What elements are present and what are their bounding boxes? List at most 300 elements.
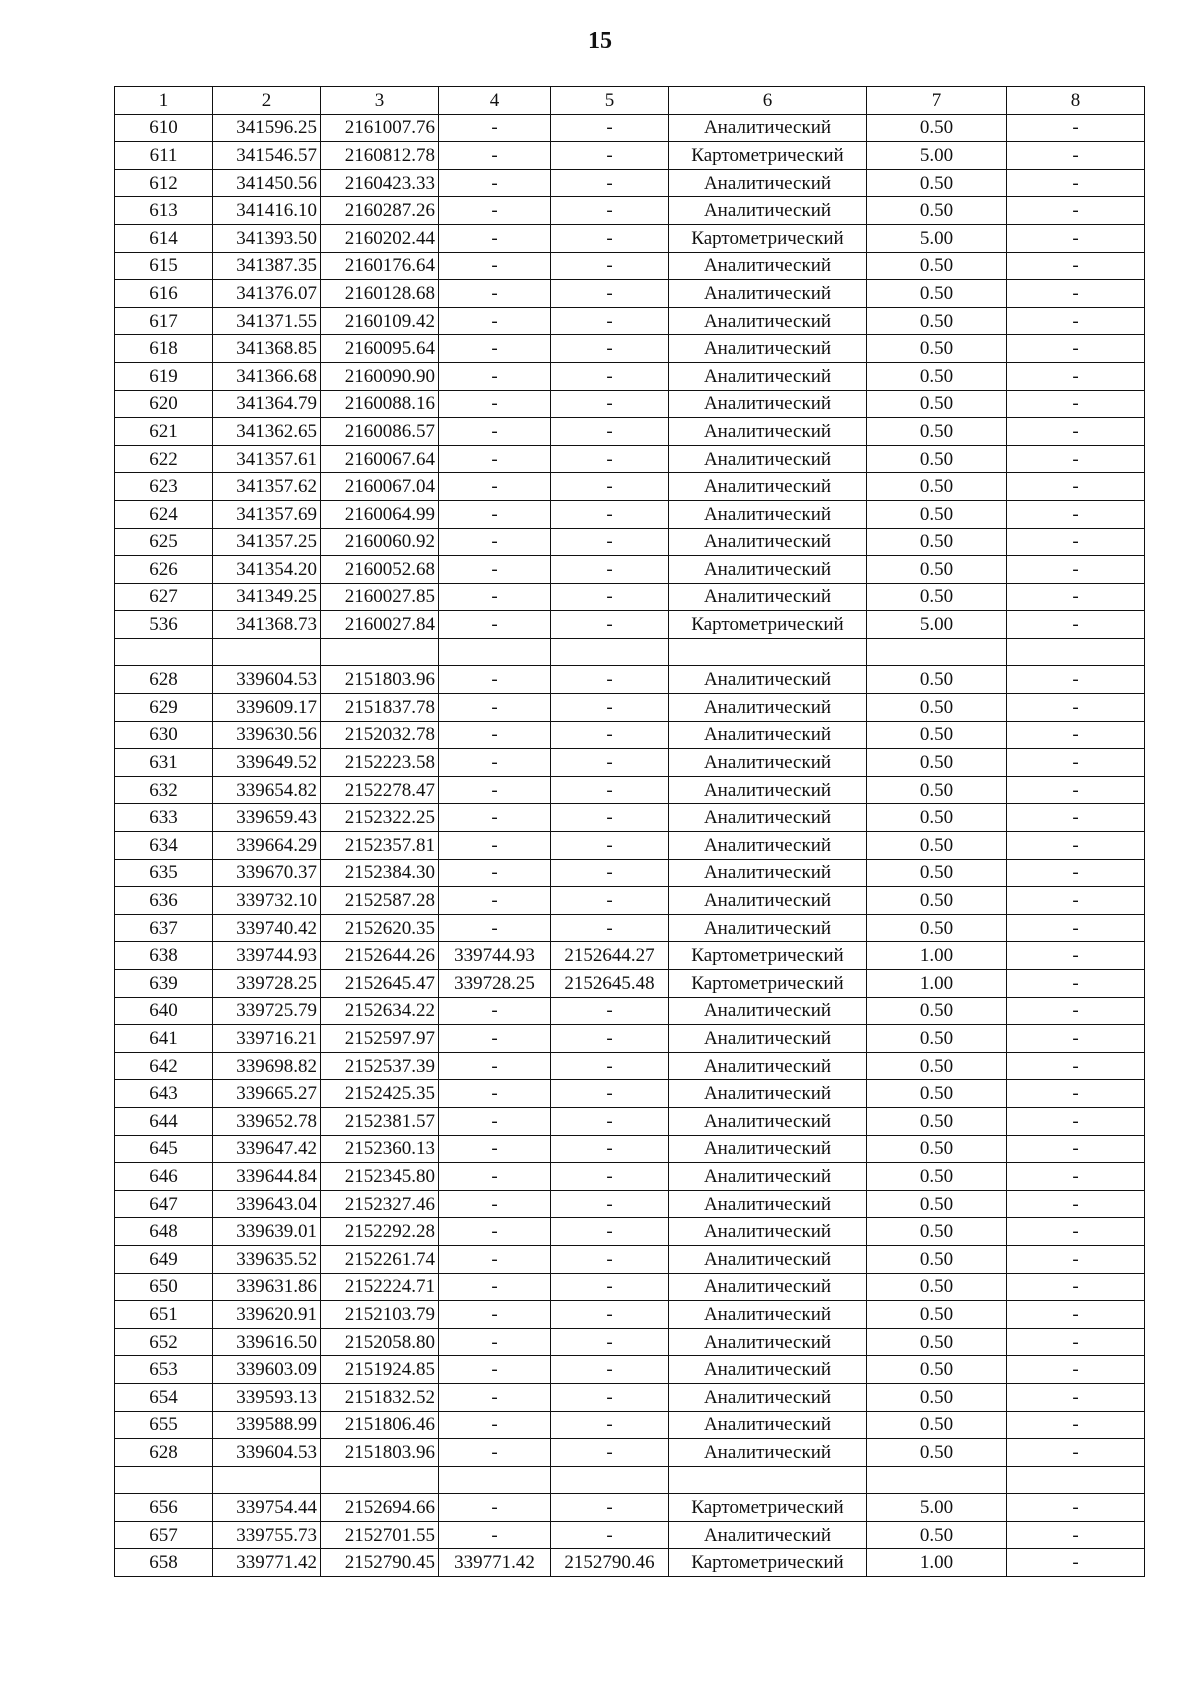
table-cell-col-8: -: [1007, 1273, 1145, 1301]
table-cell-col-5: -: [551, 1190, 669, 1218]
table-cell-col-8: -: [1007, 887, 1145, 915]
table-cell-col-6: Картометрический: [669, 970, 867, 998]
table-cell-col-2: 341416.10: [213, 197, 321, 225]
table-cell-col-8: -: [1007, 224, 1145, 252]
table-row: [115, 694, 1145, 722]
table-cell-col-1: 651: [115, 1301, 213, 1329]
table-cell-col-1: 634: [115, 832, 213, 860]
table-cell-col-7: 0.50: [867, 1025, 1007, 1053]
table-cell-col-1: 636: [115, 887, 213, 915]
table-cell-col-3: 2151832.52: [321, 1383, 439, 1411]
table-cell-col-8: -: [1007, 1494, 1145, 1522]
table-cell-col-2: 339728.25: [213, 970, 321, 998]
table-row: [115, 804, 1145, 832]
table-cell-col-1: 654: [115, 1383, 213, 1411]
table-row: [115, 1494, 1145, 1522]
table-cell-col-4: -: [439, 1218, 551, 1246]
table-cell-col-4: -: [439, 997, 551, 1025]
table-cell-col-1: [115, 1466, 213, 1494]
table-cell-col-8: -: [1007, 307, 1145, 335]
table-cell-col-5: [551, 1466, 669, 1494]
table-cell-col-1: 632: [115, 776, 213, 804]
table-cell-col-8: -: [1007, 1439, 1145, 1467]
table-cell-col-7: 0.50: [867, 721, 1007, 749]
column-header-8: 8: [1007, 87, 1145, 115]
table-cell-col-8: [1007, 638, 1145, 666]
table-cell-col-4: -: [439, 1080, 551, 1108]
page-number: 15: [588, 28, 612, 54]
table-cell-col-4: 339771.42: [439, 1549, 551, 1577]
table-cell-col-7: 1.00: [867, 970, 1007, 998]
table-cell-col-2: 341357.25: [213, 528, 321, 556]
table-row: [115, 362, 1145, 390]
table-cell-col-8: -: [1007, 1190, 1145, 1218]
table-row: [115, 335, 1145, 363]
table-cell-col-1: 657: [115, 1521, 213, 1549]
table-cell-col-5: -: [551, 1301, 669, 1329]
table-cell-col-7: 0.50: [867, 1190, 1007, 1218]
table-row: [115, 556, 1145, 584]
table-cell-col-7: 0.50: [867, 666, 1007, 694]
table-cell-col-1: 623: [115, 473, 213, 501]
table-cell-col-2: [213, 1466, 321, 1494]
column-header-3: 3: [321, 87, 439, 115]
table-cell-col-5: 2152790.46: [551, 1549, 669, 1577]
table-cell-col-2: 339616.50: [213, 1328, 321, 1356]
table-cell-col-5: -: [551, 252, 669, 280]
table-cell-col-3: 2152360.13: [321, 1135, 439, 1163]
table-cell-col-4: -: [439, 1025, 551, 1053]
table-cell-col-5: 2152644.27: [551, 942, 669, 970]
table-cell-col-3: 2161007.76: [321, 114, 439, 142]
table-cell-col-6: Аналитический: [669, 887, 867, 915]
table-cell-col-6: Аналитический: [669, 1025, 867, 1053]
table-cell-col-4: -: [439, 1494, 551, 1522]
table-cell-col-6: Аналитический: [669, 473, 867, 501]
table-cell-col-7: 0.50: [867, 1301, 1007, 1329]
table-cell-col-1: 611: [115, 142, 213, 170]
table-cell-col-7: 0.50: [867, 1439, 1007, 1467]
table-cell-col-3: 2151924.85: [321, 1356, 439, 1384]
table-cell-col-1: 627: [115, 583, 213, 611]
table-cell-col-6: Аналитический: [669, 666, 867, 694]
table-cell-col-4: -: [439, 721, 551, 749]
table-cell-col-2: 341596.25: [213, 114, 321, 142]
table-cell-col-2: 339639.01: [213, 1218, 321, 1246]
table-row: [115, 887, 1145, 915]
table-cell-col-3: 2160067.64: [321, 445, 439, 473]
table-cell-col-2: 339744.93: [213, 942, 321, 970]
table-cell-col-1: 613: [115, 197, 213, 225]
table-cell-col-5: -: [551, 666, 669, 694]
table-row: [115, 1328, 1145, 1356]
table-cell-col-3: 2160052.68: [321, 556, 439, 584]
table-cell-col-7: 0.50: [867, 1328, 1007, 1356]
table-row: [115, 1383, 1145, 1411]
table-cell-col-7: 0.50: [867, 1383, 1007, 1411]
table-cell-col-8: -: [1007, 418, 1145, 446]
table-row: [115, 473, 1145, 501]
table-cell-col-1: 620: [115, 390, 213, 418]
table-cell-col-5: -: [551, 335, 669, 363]
table-cell-col-1: 615: [115, 252, 213, 280]
table-cell-col-8: -: [1007, 114, 1145, 142]
table-cell-col-1: 628: [115, 1439, 213, 1467]
table-cell-col-8: -: [1007, 500, 1145, 528]
table-cell-col-5: -: [551, 1245, 669, 1273]
table-cell-col-6: Картометрический: [669, 942, 867, 970]
table-cell-col-4: -: [439, 776, 551, 804]
table-row: [115, 1135, 1145, 1163]
table-cell-col-7: 0.50: [867, 1273, 1007, 1301]
table-cell-col-1: 625: [115, 528, 213, 556]
table-cell-col-5: [551, 638, 669, 666]
table-cell-col-3: 2152357.81: [321, 832, 439, 860]
table-cell-col-3: 2160086.57: [321, 418, 439, 446]
table-cell-col-6: Аналитический: [669, 1218, 867, 1246]
table-row: [115, 721, 1145, 749]
table-cell-col-5: -: [551, 1439, 669, 1467]
table-cell-col-2: 341349.25: [213, 583, 321, 611]
table-cell-col-4: -: [439, 804, 551, 832]
table-row: [115, 445, 1145, 473]
table-row: [115, 197, 1145, 225]
table-cell-col-2: 339630.56: [213, 721, 321, 749]
table-cell-col-1: 610: [115, 114, 213, 142]
table-cell-col-4: 339744.93: [439, 942, 551, 970]
table-cell-col-3: 2160067.04: [321, 473, 439, 501]
column-header-1: 1: [115, 87, 213, 115]
table-cell-col-8: -: [1007, 390, 1145, 418]
table-cell-col-6: Аналитический: [669, 1107, 867, 1135]
table-cell-col-3: 2152292.28: [321, 1218, 439, 1246]
table-cell-col-5: -: [551, 1273, 669, 1301]
table-row: [115, 1218, 1145, 1246]
table-cell-col-7: 0.50: [867, 169, 1007, 197]
table-cell-col-6: Аналитический: [669, 694, 867, 722]
table-cell-col-2: 339732.10: [213, 887, 321, 915]
table-cell-col-7: 5.00: [867, 611, 1007, 639]
table-cell-col-2: 339609.17: [213, 694, 321, 722]
table-cell-col-3: 2152701.55: [321, 1521, 439, 1549]
table-row: [115, 1245, 1145, 1273]
table-cell-col-4: -: [439, 528, 551, 556]
table-cell-col-7: [867, 1466, 1007, 1494]
table-cell-col-8: -: [1007, 749, 1145, 777]
table-cell-col-5: -: [551, 142, 669, 170]
table-separator-row: [115, 1466, 1145, 1494]
table-cell-col-1: 629: [115, 694, 213, 722]
table-cell-col-8: -: [1007, 362, 1145, 390]
table-cell-col-5: -: [551, 307, 669, 335]
table-cell-col-6: Аналитический: [669, 1356, 867, 1384]
table-cell-col-4: 339728.25: [439, 970, 551, 998]
table-cell-col-2: 339725.79: [213, 997, 321, 1025]
table-cell-col-3: 2152224.71: [321, 1273, 439, 1301]
table-cell-col-3: 2151803.96: [321, 1439, 439, 1467]
table-cell-col-2: 339603.09: [213, 1356, 321, 1384]
table-cell-col-6: Аналитический: [669, 804, 867, 832]
column-header-7: 7: [867, 87, 1007, 115]
table-cell-col-2: 341393.50: [213, 224, 321, 252]
table-cell-col-8: -: [1007, 942, 1145, 970]
table-row: [115, 252, 1145, 280]
table-cell-col-3: 2152327.46: [321, 1190, 439, 1218]
table-cell-col-3: 2152645.47: [321, 970, 439, 998]
column-header-5: 5: [551, 87, 669, 115]
table-row: [115, 142, 1145, 170]
table-cell-col-6: Аналитический: [669, 169, 867, 197]
table-cell-col-8: -: [1007, 721, 1145, 749]
table-cell-col-4: -: [439, 1163, 551, 1191]
table-cell-col-2: 339716.21: [213, 1025, 321, 1053]
table-cell-col-2: 339588.99: [213, 1411, 321, 1439]
table-cell-col-4: -: [439, 1273, 551, 1301]
table-cell-col-5: -: [551, 1052, 669, 1080]
table-cell-col-7: 0.50: [867, 197, 1007, 225]
table-cell-col-5: -: [551, 776, 669, 804]
table-cell-col-6: Аналитический: [669, 445, 867, 473]
table-cell-col-3: 2151837.78: [321, 694, 439, 722]
table-cell-col-4: [439, 1466, 551, 1494]
table-cell-col-1: 638: [115, 942, 213, 970]
table-cell-col-7: 0.50: [867, 473, 1007, 501]
table-cell-col-1: 633: [115, 804, 213, 832]
table-cell-col-1: 616: [115, 280, 213, 308]
table-cell-col-1: 628: [115, 666, 213, 694]
table-cell-col-7: 0.50: [867, 1411, 1007, 1439]
table-cell-col-2: 339635.52: [213, 1245, 321, 1273]
table-cell-col-5: -: [551, 611, 669, 639]
table-cell-col-6: Картометрический: [669, 224, 867, 252]
table-cell-col-2: 339649.52: [213, 749, 321, 777]
table-cell-col-5: -: [551, 556, 669, 584]
table-cell-col-7: 5.00: [867, 1494, 1007, 1522]
table-cell-col-2: 339631.86: [213, 1273, 321, 1301]
table-cell-col-6: Аналитический: [669, 1273, 867, 1301]
table-separator-row: [115, 638, 1145, 666]
table-cell-col-2: 339754.44: [213, 1494, 321, 1522]
table-cell-col-8: -: [1007, 1383, 1145, 1411]
table-row: [115, 583, 1145, 611]
table-cell-col-8: -: [1007, 997, 1145, 1025]
table-cell-col-4: -: [439, 859, 551, 887]
table-cell-col-5: -: [551, 445, 669, 473]
table-cell-col-4: -: [439, 362, 551, 390]
table-cell-col-1: 642: [115, 1052, 213, 1080]
table-cell-col-4: -: [439, 1356, 551, 1384]
table-cell-col-8: -: [1007, 694, 1145, 722]
table-cell-col-4: -: [439, 666, 551, 694]
table-cell-col-6: Картометрический: [669, 142, 867, 170]
table-row: [115, 390, 1145, 418]
table-cell-col-3: 2160060.92: [321, 528, 439, 556]
table-cell-col-4: -: [439, 445, 551, 473]
table-cell-col-5: -: [551, 804, 669, 832]
table-row: [115, 970, 1145, 998]
table-cell-col-5: -: [551, 1356, 669, 1384]
table-cell-col-1: 643: [115, 1080, 213, 1108]
table-row: [115, 224, 1145, 252]
table-cell-col-5: -: [551, 1494, 669, 1522]
table-cell-col-8: -: [1007, 1163, 1145, 1191]
table-cell-col-6: Аналитический: [669, 749, 867, 777]
table-cell-col-3: 2160088.16: [321, 390, 439, 418]
table-cell-col-6: Аналитический: [669, 1301, 867, 1329]
table-cell-col-6: Аналитический: [669, 280, 867, 308]
table-row: [115, 1107, 1145, 1135]
table-cell-col-3: 2152597.97: [321, 1025, 439, 1053]
table-cell-col-2: 339652.78: [213, 1107, 321, 1135]
table-cell-col-8: -: [1007, 252, 1145, 280]
table-cell-col-6: Аналитический: [669, 1190, 867, 1218]
table-cell-col-1: 658: [115, 1549, 213, 1577]
table-cell-col-8: -: [1007, 1521, 1145, 1549]
table-cell-col-7: 0.50: [867, 528, 1007, 556]
table-cell-col-3: 2152381.57: [321, 1107, 439, 1135]
table-cell-col-4: -: [439, 1052, 551, 1080]
table-cell-col-6: Аналитический: [669, 390, 867, 418]
table-cell-col-5: -: [551, 583, 669, 611]
table-row: [115, 749, 1145, 777]
table-cell-col-3: 2152694.66: [321, 1494, 439, 1522]
table-cell-col-6: Аналитический: [669, 197, 867, 225]
table-row: [115, 942, 1145, 970]
table-cell-col-7: 0.50: [867, 1107, 1007, 1135]
table-row: [115, 1301, 1145, 1329]
table-cell-col-6: Картометрический: [669, 1494, 867, 1522]
table-cell-col-2: 339620.91: [213, 1301, 321, 1329]
table-cell-col-7: 0.50: [867, 1356, 1007, 1384]
table-cell-col-4: -: [439, 1190, 551, 1218]
table-cell-col-8: -: [1007, 1052, 1145, 1080]
table-cell-col-1: 621: [115, 418, 213, 446]
table-cell-col-1: 619: [115, 362, 213, 390]
table-cell-col-8: -: [1007, 142, 1145, 170]
table-cell-col-1: 637: [115, 914, 213, 942]
table-cell-col-2: 341376.07: [213, 280, 321, 308]
table-cell-col-7: 0.50: [867, 1245, 1007, 1273]
table-cell-col-7: 0.50: [867, 997, 1007, 1025]
table-cell-col-3: 2152634.22: [321, 997, 439, 1025]
table-cell-col-3: 2160287.26: [321, 197, 439, 225]
table-cell-col-2: 339771.42: [213, 1549, 321, 1577]
table-cell-col-4: -: [439, 500, 551, 528]
table-row: [115, 1273, 1145, 1301]
table-cell-col-2: 339593.13: [213, 1383, 321, 1411]
table-cell-col-1: 648: [115, 1218, 213, 1246]
table-cell-col-6: [669, 1466, 867, 1494]
table-cell-col-5: -: [551, 832, 669, 860]
table-cell-col-6: Аналитический: [669, 997, 867, 1025]
table-cell-col-1: 649: [115, 1245, 213, 1273]
table-cell-col-2: 341371.55: [213, 307, 321, 335]
table-cell-col-8: -: [1007, 1080, 1145, 1108]
table-cell-col-2: 341354.20: [213, 556, 321, 584]
table-cell-col-8: -: [1007, 776, 1145, 804]
table-cell-col-2: 339755.73: [213, 1521, 321, 1549]
table-cell-col-7: 0.50: [867, 859, 1007, 887]
table-cell-col-2: 339670.37: [213, 859, 321, 887]
table-cell-col-5: -: [551, 1328, 669, 1356]
table-cell-col-8: -: [1007, 832, 1145, 860]
table-cell-col-2: 341368.73: [213, 611, 321, 639]
table-cell-col-7: 0.50: [867, 776, 1007, 804]
table-cell-col-5: -: [551, 390, 669, 418]
table-cell-col-5: -: [551, 528, 669, 556]
table-cell-col-4: -: [439, 914, 551, 942]
table-cell-col-4: -: [439, 1301, 551, 1329]
table-cell-col-3: 2152103.79: [321, 1301, 439, 1329]
table-cell-col-7: 0.50: [867, 280, 1007, 308]
table-cell-col-4: -: [439, 114, 551, 142]
table-row: [115, 169, 1145, 197]
table-cell-col-8: -: [1007, 445, 1145, 473]
table-cell-col-8: -: [1007, 1549, 1145, 1577]
table-cell-col-3: 2152032.78: [321, 721, 439, 749]
table-cell-col-8: -: [1007, 556, 1145, 584]
table-cell-col-7: 0.50: [867, 307, 1007, 335]
table-cell-col-7: 0.50: [867, 1135, 1007, 1163]
table-cell-col-1: 640: [115, 997, 213, 1025]
table-cell-col-3: 2160027.85: [321, 583, 439, 611]
table-cell-col-4: -: [439, 1135, 551, 1163]
table-cell-col-4: -: [439, 169, 551, 197]
table-cell-col-3: 2160090.90: [321, 362, 439, 390]
table-cell-col-5: -: [551, 1218, 669, 1246]
table-cell-col-3: 2152278.47: [321, 776, 439, 804]
table-cell-col-3: 2152223.58: [321, 749, 439, 777]
table-cell-col-1: 622: [115, 445, 213, 473]
table-cell-col-7: 0.50: [867, 1080, 1007, 1108]
table-cell-col-6: Аналитический: [669, 583, 867, 611]
table-cell-col-1: 614: [115, 224, 213, 252]
table-cell-col-4: [439, 638, 551, 666]
table-row: [115, 1163, 1145, 1191]
table-cell-col-1: 645: [115, 1135, 213, 1163]
table-cell-col-1: 647: [115, 1190, 213, 1218]
table-cell-col-2: 339644.84: [213, 1163, 321, 1191]
table-cell-col-3: 2152587.28: [321, 887, 439, 915]
table-cell-col-6: Аналитический: [669, 1328, 867, 1356]
table-cell-col-8: -: [1007, 666, 1145, 694]
table-cell-col-3: 2160064.99: [321, 500, 439, 528]
table-cell-col-4: -: [439, 1439, 551, 1467]
table-cell-col-2: 339604.53: [213, 1439, 321, 1467]
table-cell-col-6: Аналитический: [669, 114, 867, 142]
table-row: [115, 307, 1145, 335]
table-row: [115, 280, 1145, 308]
table-cell-col-7: 0.50: [867, 832, 1007, 860]
table-cell-col-2: 341450.56: [213, 169, 321, 197]
table-cell-col-7: 0.50: [867, 252, 1007, 280]
table-cell-col-7: 1.00: [867, 1549, 1007, 1577]
table-cell-col-7: 0.50: [867, 445, 1007, 473]
table-cell-col-4: -: [439, 252, 551, 280]
table-cell-col-5: -: [551, 224, 669, 252]
table-row: [115, 859, 1145, 887]
table-cell-col-4: -: [439, 1383, 551, 1411]
table-cell-col-7: 0.50: [867, 1163, 1007, 1191]
table-cell-col-7: 0.50: [867, 887, 1007, 915]
table-cell-col-3: 2160202.44: [321, 224, 439, 252]
table-cell-col-6: Аналитический: [669, 528, 867, 556]
column-header-6: 6: [669, 87, 867, 115]
table-cell-col-8: -: [1007, 914, 1145, 942]
table-cell-col-5: -: [551, 1163, 669, 1191]
table-cell-col-2: 341364.79: [213, 390, 321, 418]
table-cell-col-1: 650: [115, 1273, 213, 1301]
